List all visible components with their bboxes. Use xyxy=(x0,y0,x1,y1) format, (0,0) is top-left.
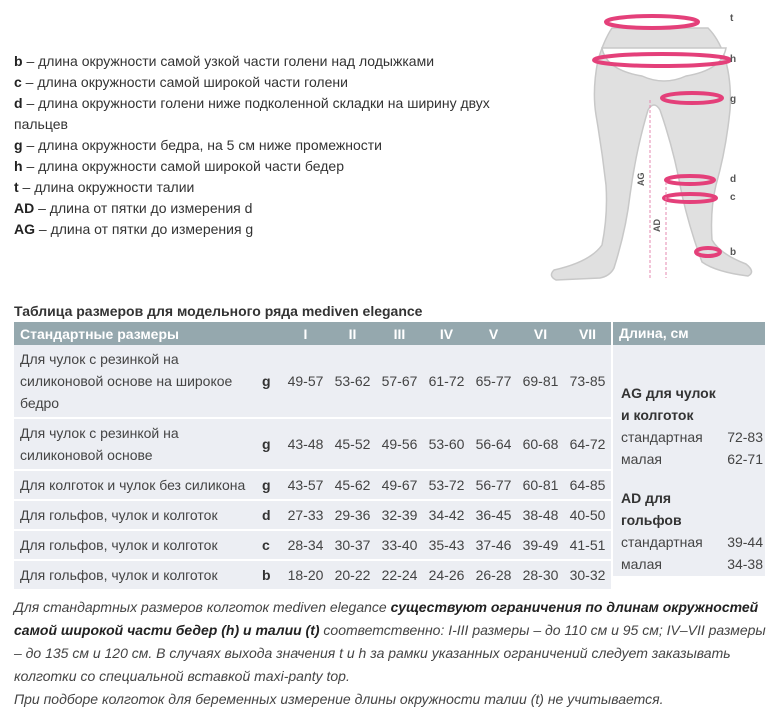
ad-short-label: малая xyxy=(621,556,662,572)
ag-short-value: 62-71 xyxy=(727,451,763,467)
length-panel xyxy=(613,322,765,576)
ag-short-row xyxy=(621,448,765,470)
footnote xyxy=(14,596,774,708)
row-name: Для чулок с резинкой на силиконовой основе xyxy=(20,425,179,463)
definition-d xyxy=(14,93,554,114)
row-value: 60-68 xyxy=(522,436,559,452)
row-value: 73-85 xyxy=(569,373,606,389)
definition-key: g xyxy=(14,137,23,153)
ag-standard-row xyxy=(621,426,765,448)
row-value: 20-22 xyxy=(334,567,371,583)
definition-text: – длина окружности голени ниже подколенной складки на ширину двух xyxy=(22,95,490,111)
row-value: 36-45 xyxy=(475,507,512,523)
footnote-text: соответственно: I-III размеры – до 110 см и 95 см; IV–VII размеры – до 135 см и 120 см. В случаях выхода значения t и h за рамки указанных ограничений следует заказывать колготки со специальной вставкой maxi-panty top. xyxy=(14,622,766,684)
row-name: Для колготок и чулок без силикона xyxy=(20,477,246,493)
definition-b xyxy=(14,51,554,72)
row-measure: d xyxy=(262,507,271,523)
table-row xyxy=(14,531,611,561)
leg-measurement-figure xyxy=(540,0,780,290)
header-size: I xyxy=(303,325,308,342)
header-size: VI xyxy=(533,325,548,342)
ad-standard-row xyxy=(621,531,765,553)
label-c: c xyxy=(730,192,736,203)
row-value: 24-26 xyxy=(428,567,465,583)
row-value: 45-62 xyxy=(334,477,371,493)
ag-standard-label: стандартная xyxy=(621,429,703,445)
row-value: 33-40 xyxy=(381,537,418,553)
label-ag: AG xyxy=(636,172,646,186)
ad-title-line1: AD для xyxy=(621,490,672,506)
ad-standard-value: 39-44 xyxy=(727,534,763,550)
row-name: Для чулок с резинкой на силиконовой основе на широкое бедро xyxy=(20,351,233,411)
definition-ad xyxy=(14,198,554,219)
row-value: 57-67 xyxy=(381,373,418,389)
definition-key: h xyxy=(14,158,23,174)
row-value: 18-20 xyxy=(287,567,324,583)
label-g: g xyxy=(730,94,737,105)
row-value: 64-72 xyxy=(569,436,606,452)
row-value: 56-77 xyxy=(475,477,512,493)
definition-text: – длина от пятки до измерения d xyxy=(34,200,253,216)
size-table xyxy=(14,322,611,591)
row-measure: g xyxy=(262,436,271,452)
table-row xyxy=(14,501,611,531)
row-value: 40-50 xyxy=(569,507,606,523)
row-value: 30-37 xyxy=(334,537,371,553)
definition-key: c xyxy=(14,74,22,90)
row-value: 35-43 xyxy=(428,537,465,553)
row-value: 38-48 xyxy=(522,507,559,523)
row-measure: b xyxy=(262,567,271,583)
ag-title-line2: и колготок xyxy=(621,407,694,423)
leg-illustration xyxy=(540,0,780,290)
row-value: 45-52 xyxy=(334,436,371,452)
length-header: Длина, см xyxy=(613,322,765,345)
row-value: 60-81 xyxy=(522,477,559,493)
row-name: Для гольфов, чулок и колготок xyxy=(20,507,218,523)
row-value: 53-60 xyxy=(428,436,465,452)
ag-title-line1: AG для чулок xyxy=(621,385,716,401)
row-value: 53-62 xyxy=(334,373,371,389)
table-row xyxy=(14,419,611,471)
definition-t xyxy=(14,177,554,198)
definition-key: t xyxy=(14,179,19,195)
size-table-header xyxy=(14,322,611,345)
row-value: 22-24 xyxy=(381,567,418,583)
ag-section xyxy=(613,382,765,470)
row-value: 41-51 xyxy=(569,537,606,553)
row-value: 65-77 xyxy=(475,373,512,389)
ag-short-label: малая xyxy=(621,451,662,467)
header-size: III xyxy=(393,325,406,342)
row-value: 26-28 xyxy=(475,567,512,583)
header-standard-sizes: Стандартные размеры xyxy=(20,325,179,342)
row-name: Для гольфов, чулок и колготок xyxy=(20,567,218,583)
header-size: II xyxy=(348,325,357,342)
row-value: 34-42 xyxy=(428,507,465,523)
ad-title-line2: гольфов xyxy=(621,512,682,528)
footnote-text: Для стандартных размеров колготок mediven elegance xyxy=(14,599,391,615)
row-value: 28-34 xyxy=(287,537,324,553)
row-value: 56-64 xyxy=(475,436,512,452)
definition-text: – длина окружности самой узкой части голени над лодыжками xyxy=(22,53,435,69)
row-value: 28-30 xyxy=(522,567,559,583)
row-value: 29-36 xyxy=(334,507,371,523)
label-d: d xyxy=(730,174,737,185)
footnote-emphasis: существуют ограничения по длинам окружностей самой широкой части бедер (h) и талии (t) xyxy=(14,599,759,638)
label-h: h xyxy=(730,54,737,65)
table-row xyxy=(14,561,611,591)
row-measure: c xyxy=(262,537,270,553)
definition-d-continued xyxy=(14,114,554,135)
header-size: V xyxy=(488,325,499,342)
measurement-definitions xyxy=(14,51,554,240)
definition-h xyxy=(14,156,554,177)
definition-c xyxy=(14,72,554,93)
ad-short-value: 34-38 xyxy=(727,556,763,572)
ag-standard-value: 72-83 xyxy=(727,429,763,445)
row-value: 69-81 xyxy=(522,373,559,389)
row-value: 49-56 xyxy=(381,436,418,452)
definition-text: – длина от пятки до измерения g xyxy=(35,221,254,237)
label-t: t xyxy=(730,13,734,24)
row-value: 49-57 xyxy=(287,373,324,389)
definition-key: AD xyxy=(14,200,35,216)
row-value: 30-32 xyxy=(569,567,606,583)
footnote-paragraph-1 xyxy=(14,596,774,688)
header-size: IV xyxy=(439,325,454,342)
row-value: 32-39 xyxy=(381,507,418,523)
definition-text: – длина окружности талии xyxy=(18,179,195,195)
definition-ag xyxy=(14,219,554,240)
definition-key: AG xyxy=(14,221,35,237)
definition-text: – длина окружности самой широкой части голени xyxy=(21,74,348,90)
ad-section xyxy=(613,487,765,575)
header-size: VII xyxy=(578,325,597,342)
row-value: 43-48 xyxy=(287,436,324,452)
definition-text: – длина окружности бедра, на 5 см ниже промежности xyxy=(22,137,382,153)
band-t xyxy=(606,16,698,28)
ad-short-row xyxy=(621,553,765,575)
definition-key: d xyxy=(14,95,23,111)
definition-g xyxy=(14,135,554,156)
definition-text: пальцев xyxy=(14,116,68,132)
definition-key: b xyxy=(14,53,23,69)
row-measure: g xyxy=(262,373,271,389)
row-measure: g xyxy=(262,477,271,493)
row-value: 53-72 xyxy=(428,477,465,493)
row-value: 49-67 xyxy=(381,477,418,493)
label-b: b xyxy=(730,247,737,258)
definition-text: – длина окружности самой широкой части бедер xyxy=(22,158,344,174)
row-value: 64-85 xyxy=(569,477,606,493)
row-value: 61-72 xyxy=(428,373,465,389)
row-value: 39-49 xyxy=(522,537,559,553)
size-table-title: Таблица размеров для модельного ряда mediven elegance xyxy=(14,303,423,319)
row-name: Для гольфов, чулок и колготок xyxy=(20,537,218,553)
ad-standard-label: стандартная xyxy=(621,534,703,550)
table-row xyxy=(14,471,611,501)
table-row xyxy=(14,345,611,419)
row-value: 43-57 xyxy=(287,477,324,493)
label-ad: AD xyxy=(652,219,662,232)
row-value: 37-46 xyxy=(475,537,512,553)
row-value: 27-33 xyxy=(287,507,324,523)
footnote-paragraph-2: При подборе колготок для беременных измерение длины окружности талии (t) не учитывается. xyxy=(14,691,664,707)
